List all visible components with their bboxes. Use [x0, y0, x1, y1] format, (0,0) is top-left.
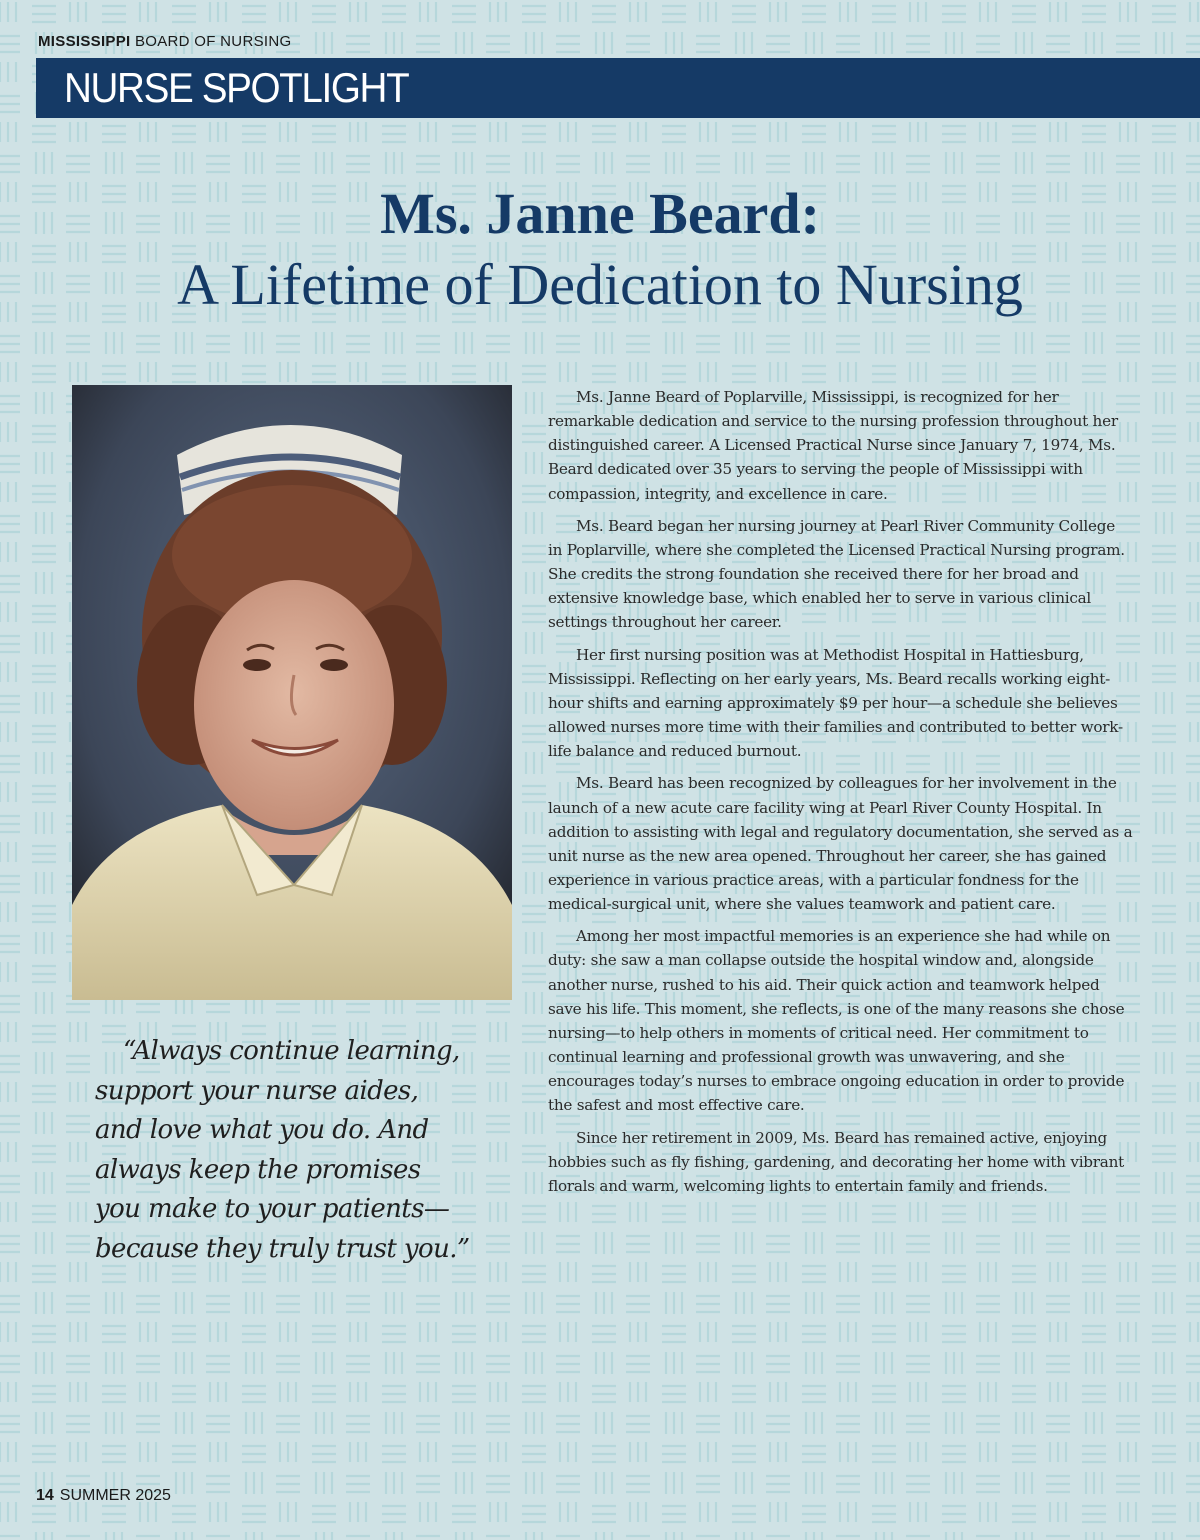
issue-label: SUMMER 2025: [59, 1487, 171, 1504]
quote-line: always keep the promises: [95, 1154, 421, 1185]
org-name-rest: BOARD OF NURSING: [134, 33, 292, 50]
org-name-bold: MISSISSIPPI: [38, 33, 131, 50]
quote-line: support your nurse aides,: [95, 1075, 419, 1106]
quote-line: and love what you do. And: [95, 1115, 429, 1145]
article-paragraph: Her first nursing position was at Methodist Hospital in Hattiesburg, Mississippi. Reflecting on her early years, Ms. Beard recalls working eight-hour shifts and earning approximately $9 per hour—a schedule she believes allowed nurses more time with their families and contributed to better work-life balance and reduced burnout.: [548, 645, 1123, 761]
quote-line: because they truly trust you.”: [95, 1233, 470, 1264]
section-banner: [36, 58, 1200, 118]
quote-line: you make to your patients—: [95, 1194, 450, 1224]
article-paragraph: Ms. Beard began her nursing journey at Pearl River Community College in Poplarville, where she completed the Licensed Practical Nursing program. She credits the strong foundation she received there for her broad and extensive knowledge base, which enabled her to serve in various clinical settings throughout her career.: [548, 516, 1125, 632]
article-paragraph: Ms. Beard has been recognized by colleagues for her involvement in the launch of a new acute care facility wing at Pearl River County Hospital. In addition to assisting with legal and regulatory documentation, she served as a unit nurse as the new area opened. Throughout her career, she has gained experience in various practice areas, with a particular fondness for the medical-surgical unit, where she values teamwork and patient care.: [548, 774, 1133, 914]
quote-line: “Always continue learning,: [123, 1036, 460, 1066]
portrait-photo: [72, 385, 512, 1000]
pull-quote: [95, 1032, 515, 1269]
article-paragraph: Ms. Janne Beard of Poplarville, Mississippi, is recognized for her remarkable dedication and service to the nursing profession throughout her distinguished career. A Licensed Practical Nurse since January 7, 1974, Ms. Beard dedicated over 35 years to serving the people of Mississippi with compassion, integrity, and excellence in care.: [548, 388, 1118, 503]
article-paragraph: Since her retirement in 2009, Ms. Beard has remained active, enjoying hobbies such as fly fishing, gardening, and decorating her home with vibrant florals and warm, welcoming lights to entertain family and friends.: [548, 1128, 1124, 1195]
publication-header: [38, 33, 291, 50]
portrait-illustration: [72, 385, 512, 1000]
article-title: [0, 180, 1200, 320]
title-line-2: A Lifetime of Dedication to Nursing: [177, 252, 1023, 317]
article-paragraph: Among her most impactful memories is an experience she had while on duty: she saw a man collapse outside the hospital window and, alongside another nurse, rushed to his aid. Their quick action and teamwork helped save his life. This moment, she reflects, is one of the many reasons she chose nursing—to help others in moments of critical need. Her commitment to continual learning and professional growth was unwavering, and she encourages today’s nurses to embrace ongoing education in order to provide the safest and most effective care.: [548, 927, 1125, 1115]
title-line-1: Ms. Janne Beard:: [380, 181, 820, 246]
article-body: [548, 385, 1133, 1206]
section-title: NURSE SPOTLIGHT: [64, 64, 409, 111]
page-number: 14: [36, 1487, 54, 1504]
page-footer: [36, 1487, 171, 1505]
